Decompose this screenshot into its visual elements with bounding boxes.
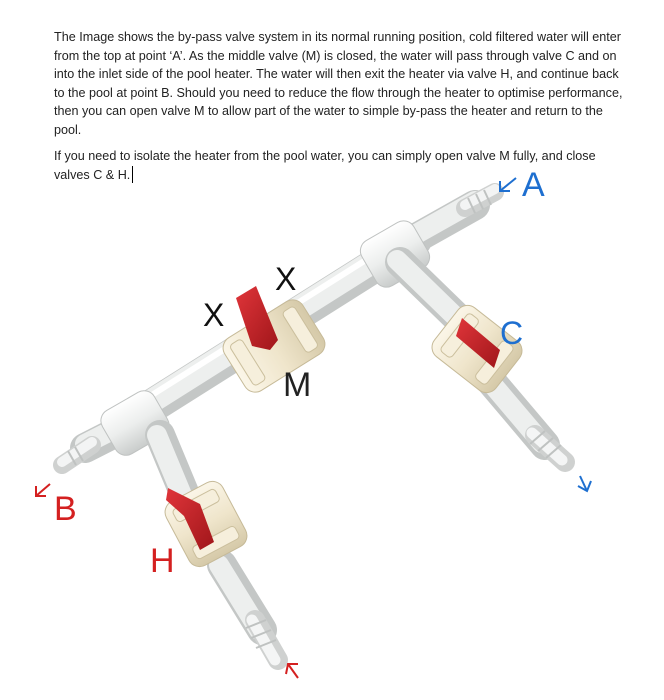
label-h: H	[150, 542, 175, 580]
arrow-b-icon	[36, 484, 50, 496]
label-c: C	[500, 315, 524, 351]
arrow-c-outlet-icon	[578, 476, 591, 491]
description-paragraph: The Image shows the by-pass valve system in its normal running position, cold filtered water will enter from the top at point ‘A’. As the middle valve (M) is closed, the water will pass through valve C and on into the inlet side of the pool heater. The water will then exit the heater via valve H, and continue back to the pool at point B. Should you need to reduce the flow through the heater to optimise performance, then you can open valve M to allow part of the water to simple by-pass the heater and return to the pool.	[54, 30, 623, 137]
label-a: A	[522, 166, 545, 204]
label-m: M	[283, 366, 312, 404]
isolation-paragraph: If you need to isolate the heater from the pool water, you can simply open valve M fully, and close valves C & H.	[54, 149, 596, 182]
label-x-left: X	[203, 297, 225, 333]
label-x-top: X	[275, 261, 297, 297]
arrow-a-icon	[500, 178, 516, 191]
label-b: B	[54, 490, 77, 528]
arrow-h-inlet-icon	[286, 664, 298, 678]
